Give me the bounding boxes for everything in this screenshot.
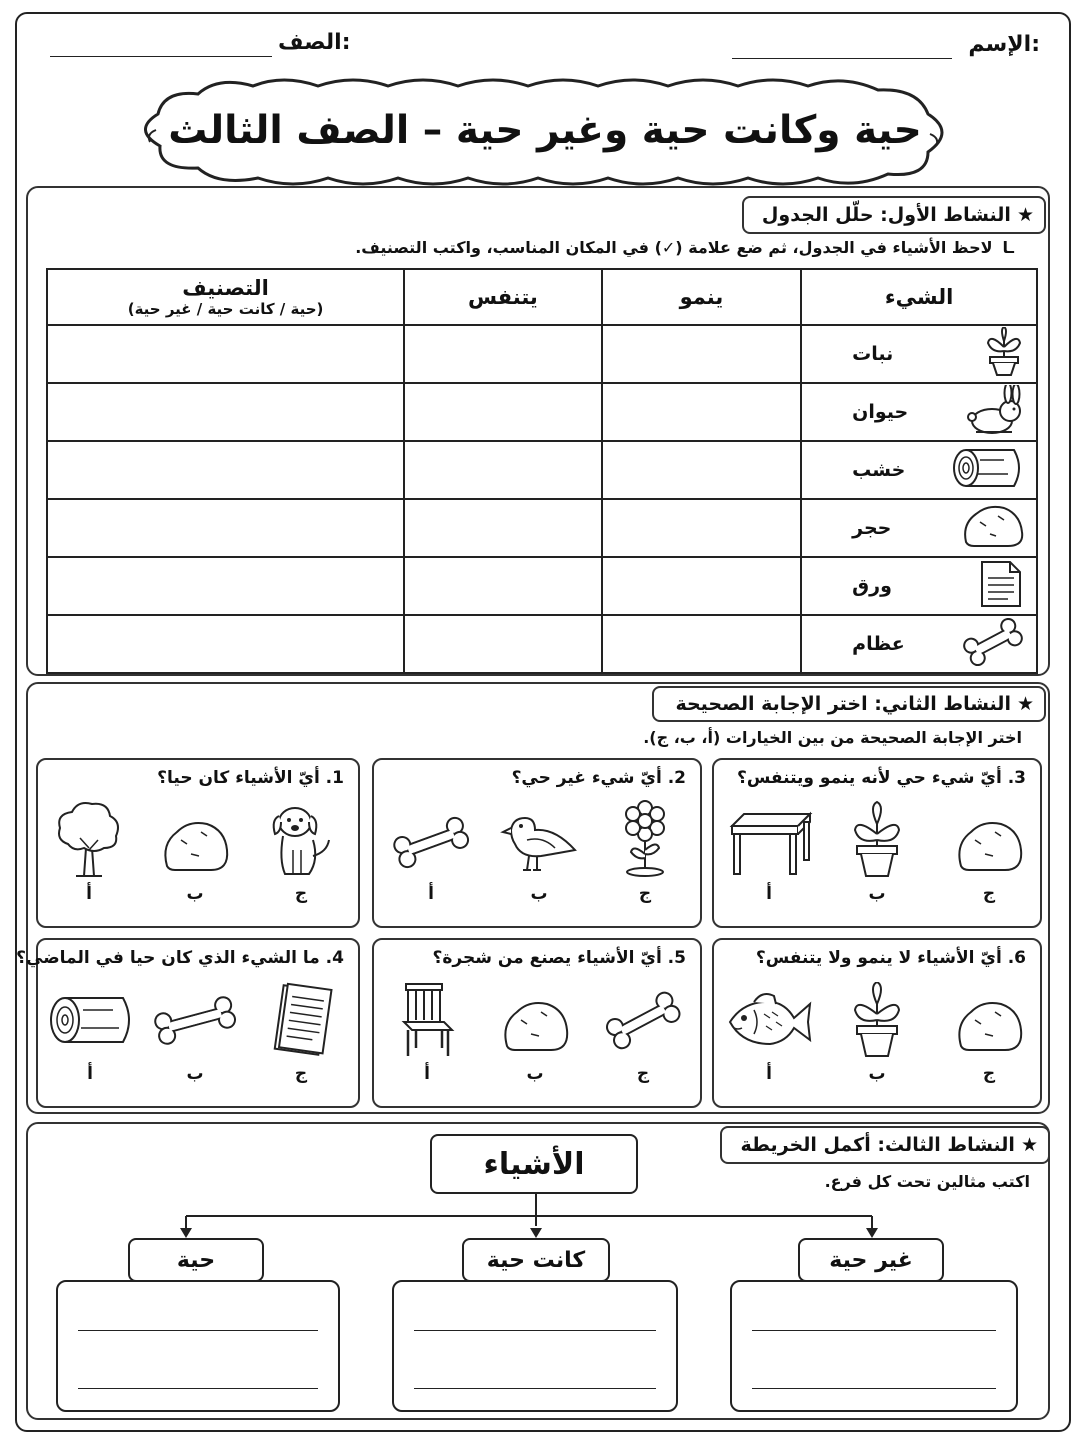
- option-letter: ج: [294, 884, 308, 904]
- question-text: 6. أيّ الأشياء لا ينمو ولا يتنفس؟: [755, 948, 1026, 968]
- col-breathes: يتنفس: [404, 269, 602, 325]
- option-letter: ب: [530, 884, 548, 904]
- option-letter: أ: [428, 884, 434, 904]
- option-a[interactable]: [724, 982, 814, 1084]
- option-letter: ج: [636, 1064, 650, 1084]
- breathes-cell[interactable]: [404, 557, 602, 615]
- option-letter: ج: [638, 884, 652, 904]
- row-item-name: عظام: [852, 633, 905, 655]
- col-classification: [47, 269, 404, 325]
- bone-icon: [601, 982, 685, 1058]
- option-letter: أ: [86, 884, 92, 904]
- name-field[interactable]: [732, 58, 952, 59]
- grows-cell[interactable]: [602, 441, 801, 499]
- option-a[interactable]: [44, 982, 136, 1084]
- activity1-title-tag: [742, 196, 1046, 234]
- page-title: حية وكانت حية وغير حية – الصف الثالث: [168, 108, 922, 153]
- branch-once-living-label: كانت حية: [462, 1238, 610, 1282]
- activity3-title: النشاط الثالث: أكمل الخريطة: [740, 1134, 1015, 1156]
- branch-living-answer-box: [56, 1280, 340, 1412]
- option-b[interactable]: [832, 982, 922, 1084]
- grows-cell[interactable]: [602, 615, 801, 673]
- option-b[interactable]: [494, 800, 584, 904]
- branch-nonliving-label: غير حية: [798, 1238, 944, 1282]
- option-letter: ج: [982, 1064, 996, 1084]
- col-item: الشيء: [801, 269, 1037, 325]
- table-row: [47, 557, 1037, 615]
- option-letter: أ: [766, 1064, 772, 1084]
- notebook-icon: [265, 982, 337, 1058]
- row-item-name: حيوان: [852, 401, 909, 423]
- chair-icon: [392, 982, 462, 1058]
- bone-icon: [150, 982, 240, 1058]
- tree-icon: [54, 800, 124, 878]
- option-a[interactable]: [44, 800, 134, 904]
- classification-cell[interactable]: [47, 325, 404, 383]
- option-letter: ب: [868, 1064, 886, 1084]
- activity1-title: النشاط الأول: حلّل الجدول: [761, 204, 1011, 226]
- breathes-cell[interactable]: [404, 383, 602, 441]
- option-b[interactable]: [150, 800, 240, 904]
- answer-line[interactable]: [78, 1388, 318, 1389]
- col-classification-sub: (حية / كانت حية / غير حية): [127, 300, 324, 318]
- classification-cell[interactable]: [47, 615, 404, 673]
- log-icon: [45, 982, 135, 1058]
- col-classification-label: التصنيف: [182, 276, 269, 300]
- option-letter: ج: [294, 1064, 308, 1084]
- star-icon: ★: [1016, 204, 1034, 226]
- breathes-cell[interactable]: [404, 441, 602, 499]
- option-b[interactable]: [832, 800, 922, 904]
- option-c[interactable]: [256, 982, 346, 1084]
- fish-icon: [724, 982, 814, 1058]
- option-letter: أ: [766, 884, 772, 904]
- option-letter: ج: [982, 884, 996, 904]
- option-letter: ب: [186, 884, 204, 904]
- bone-icon: [389, 800, 473, 878]
- branch-living-label: حية: [128, 1238, 264, 1282]
- class-label: الصف:: [278, 30, 351, 55]
- rock-icon: [953, 982, 1025, 1058]
- grows-cell[interactable]: [602, 383, 801, 441]
- option-c[interactable]: [944, 800, 1034, 904]
- table-row: [47, 441, 1037, 499]
- classification-cell[interactable]: [47, 383, 404, 441]
- option-letter: ب: [868, 884, 886, 904]
- plant-icon: [982, 327, 1026, 382]
- breathes-cell[interactable]: [404, 325, 602, 383]
- question-text: 5. أيّ الأشياء يصنع من شجرة؟: [432, 948, 686, 968]
- answer-line[interactable]: [414, 1388, 656, 1389]
- star-icon: ★: [1020, 1134, 1038, 1156]
- rock-icon: [499, 982, 571, 1058]
- activity2-title-tag: [652, 686, 1046, 722]
- table-row: [47, 615, 1037, 673]
- row-item-name: حجر: [852, 517, 892, 539]
- classification-cell[interactable]: [47, 441, 404, 499]
- log-icon: [948, 444, 1026, 497]
- answer-line[interactable]: [78, 1330, 318, 1331]
- classification-cell[interactable]: [47, 499, 404, 557]
- star-icon: ★: [1016, 693, 1034, 715]
- option-c[interactable]: [944, 982, 1034, 1084]
- classification-cell[interactable]: [47, 557, 404, 615]
- table-row: [47, 383, 1037, 441]
- question-text: 2. أيّ شيء غير حي؟: [511, 768, 686, 788]
- option-c[interactable]: [600, 800, 690, 904]
- row-item-name: خشب: [852, 459, 906, 481]
- option-letter: أ: [424, 1064, 430, 1084]
- option-letter: أ: [87, 1064, 93, 1084]
- bullet-mark: ـا: [1002, 238, 1014, 257]
- option-a[interactable]: [386, 800, 476, 904]
- row-item-name: نبات: [852, 343, 894, 365]
- activity3-instruction: اكتب مثالين تحت كل فرع.: [824, 1172, 1030, 1191]
- activity1-table: [46, 268, 1038, 674]
- option-a[interactable]: [382, 982, 472, 1084]
- name-label: الإسم:: [968, 32, 1040, 57]
- grows-cell[interactable]: [602, 557, 801, 615]
- activity1-instruction: [355, 238, 1014, 257]
- answer-line[interactable]: [752, 1388, 996, 1389]
- bird-icon: [497, 800, 581, 878]
- branch-nonliving-answer-box: [730, 1280, 1018, 1412]
- rock-icon: [159, 800, 231, 878]
- branch-once-living-answer-box: [392, 1280, 678, 1412]
- flower-icon: [615, 800, 675, 878]
- option-c[interactable]: [598, 982, 688, 1084]
- activity2-instruction: اختر الإجابة الصحيحة من بين الخيارات (أ، ب، ج).: [643, 728, 1022, 747]
- option-b[interactable]: [490, 982, 580, 1084]
- rock-icon: [960, 502, 1026, 555]
- grows-cell[interactable]: [602, 499, 801, 557]
- question-text: 3. أيّ شيء حي لأنه ينمو ويتنفس؟: [737, 768, 1026, 788]
- option-a[interactable]: [724, 800, 814, 904]
- table-row: [47, 499, 1037, 557]
- activity2-title: النشاط الثاني: اختر الإجابة الصحيحة: [675, 693, 1011, 715]
- grows-cell[interactable]: [602, 325, 801, 383]
- col-grows: ينمو: [602, 269, 801, 325]
- table-row: [47, 325, 1037, 383]
- breathes-cell[interactable]: [404, 499, 602, 557]
- question-text: 4. ما الشيء الذي كان حيا في الماضي؟: [16, 948, 344, 968]
- question-text: 1. أيّ الأشياء كان حيا؟: [157, 768, 344, 788]
- bone-icon: [960, 618, 1026, 671]
- option-letter: ب: [526, 1064, 544, 1084]
- answer-line[interactable]: [752, 1330, 996, 1331]
- table-icon: [724, 800, 814, 878]
- option-letter: ب: [186, 1064, 204, 1084]
- row-item-name: ورق: [852, 575, 892, 597]
- map-root-box: الأشياء: [430, 1134, 638, 1194]
- class-field[interactable]: [50, 56, 272, 57]
- breathes-cell[interactable]: [404, 615, 602, 673]
- plant-icon: [847, 800, 907, 878]
- activity3-title-tag: [720, 1126, 1050, 1164]
- paper-icon: [974, 558, 1026, 615]
- option-b[interactable]: [150, 982, 240, 1084]
- activity1-instruction-text: لاحظ الأشياء في الجدول، ثم ضع علامة (✓) في المكان المناسب، واكتب التصنيف.: [355, 238, 993, 257]
- dog-icon: [265, 800, 337, 878]
- rabbit-icon: [966, 385, 1026, 440]
- rock-icon: [953, 800, 1025, 878]
- option-c[interactable]: [256, 800, 346, 904]
- answer-line[interactable]: [414, 1330, 656, 1331]
- plant-icon: [847, 982, 907, 1058]
